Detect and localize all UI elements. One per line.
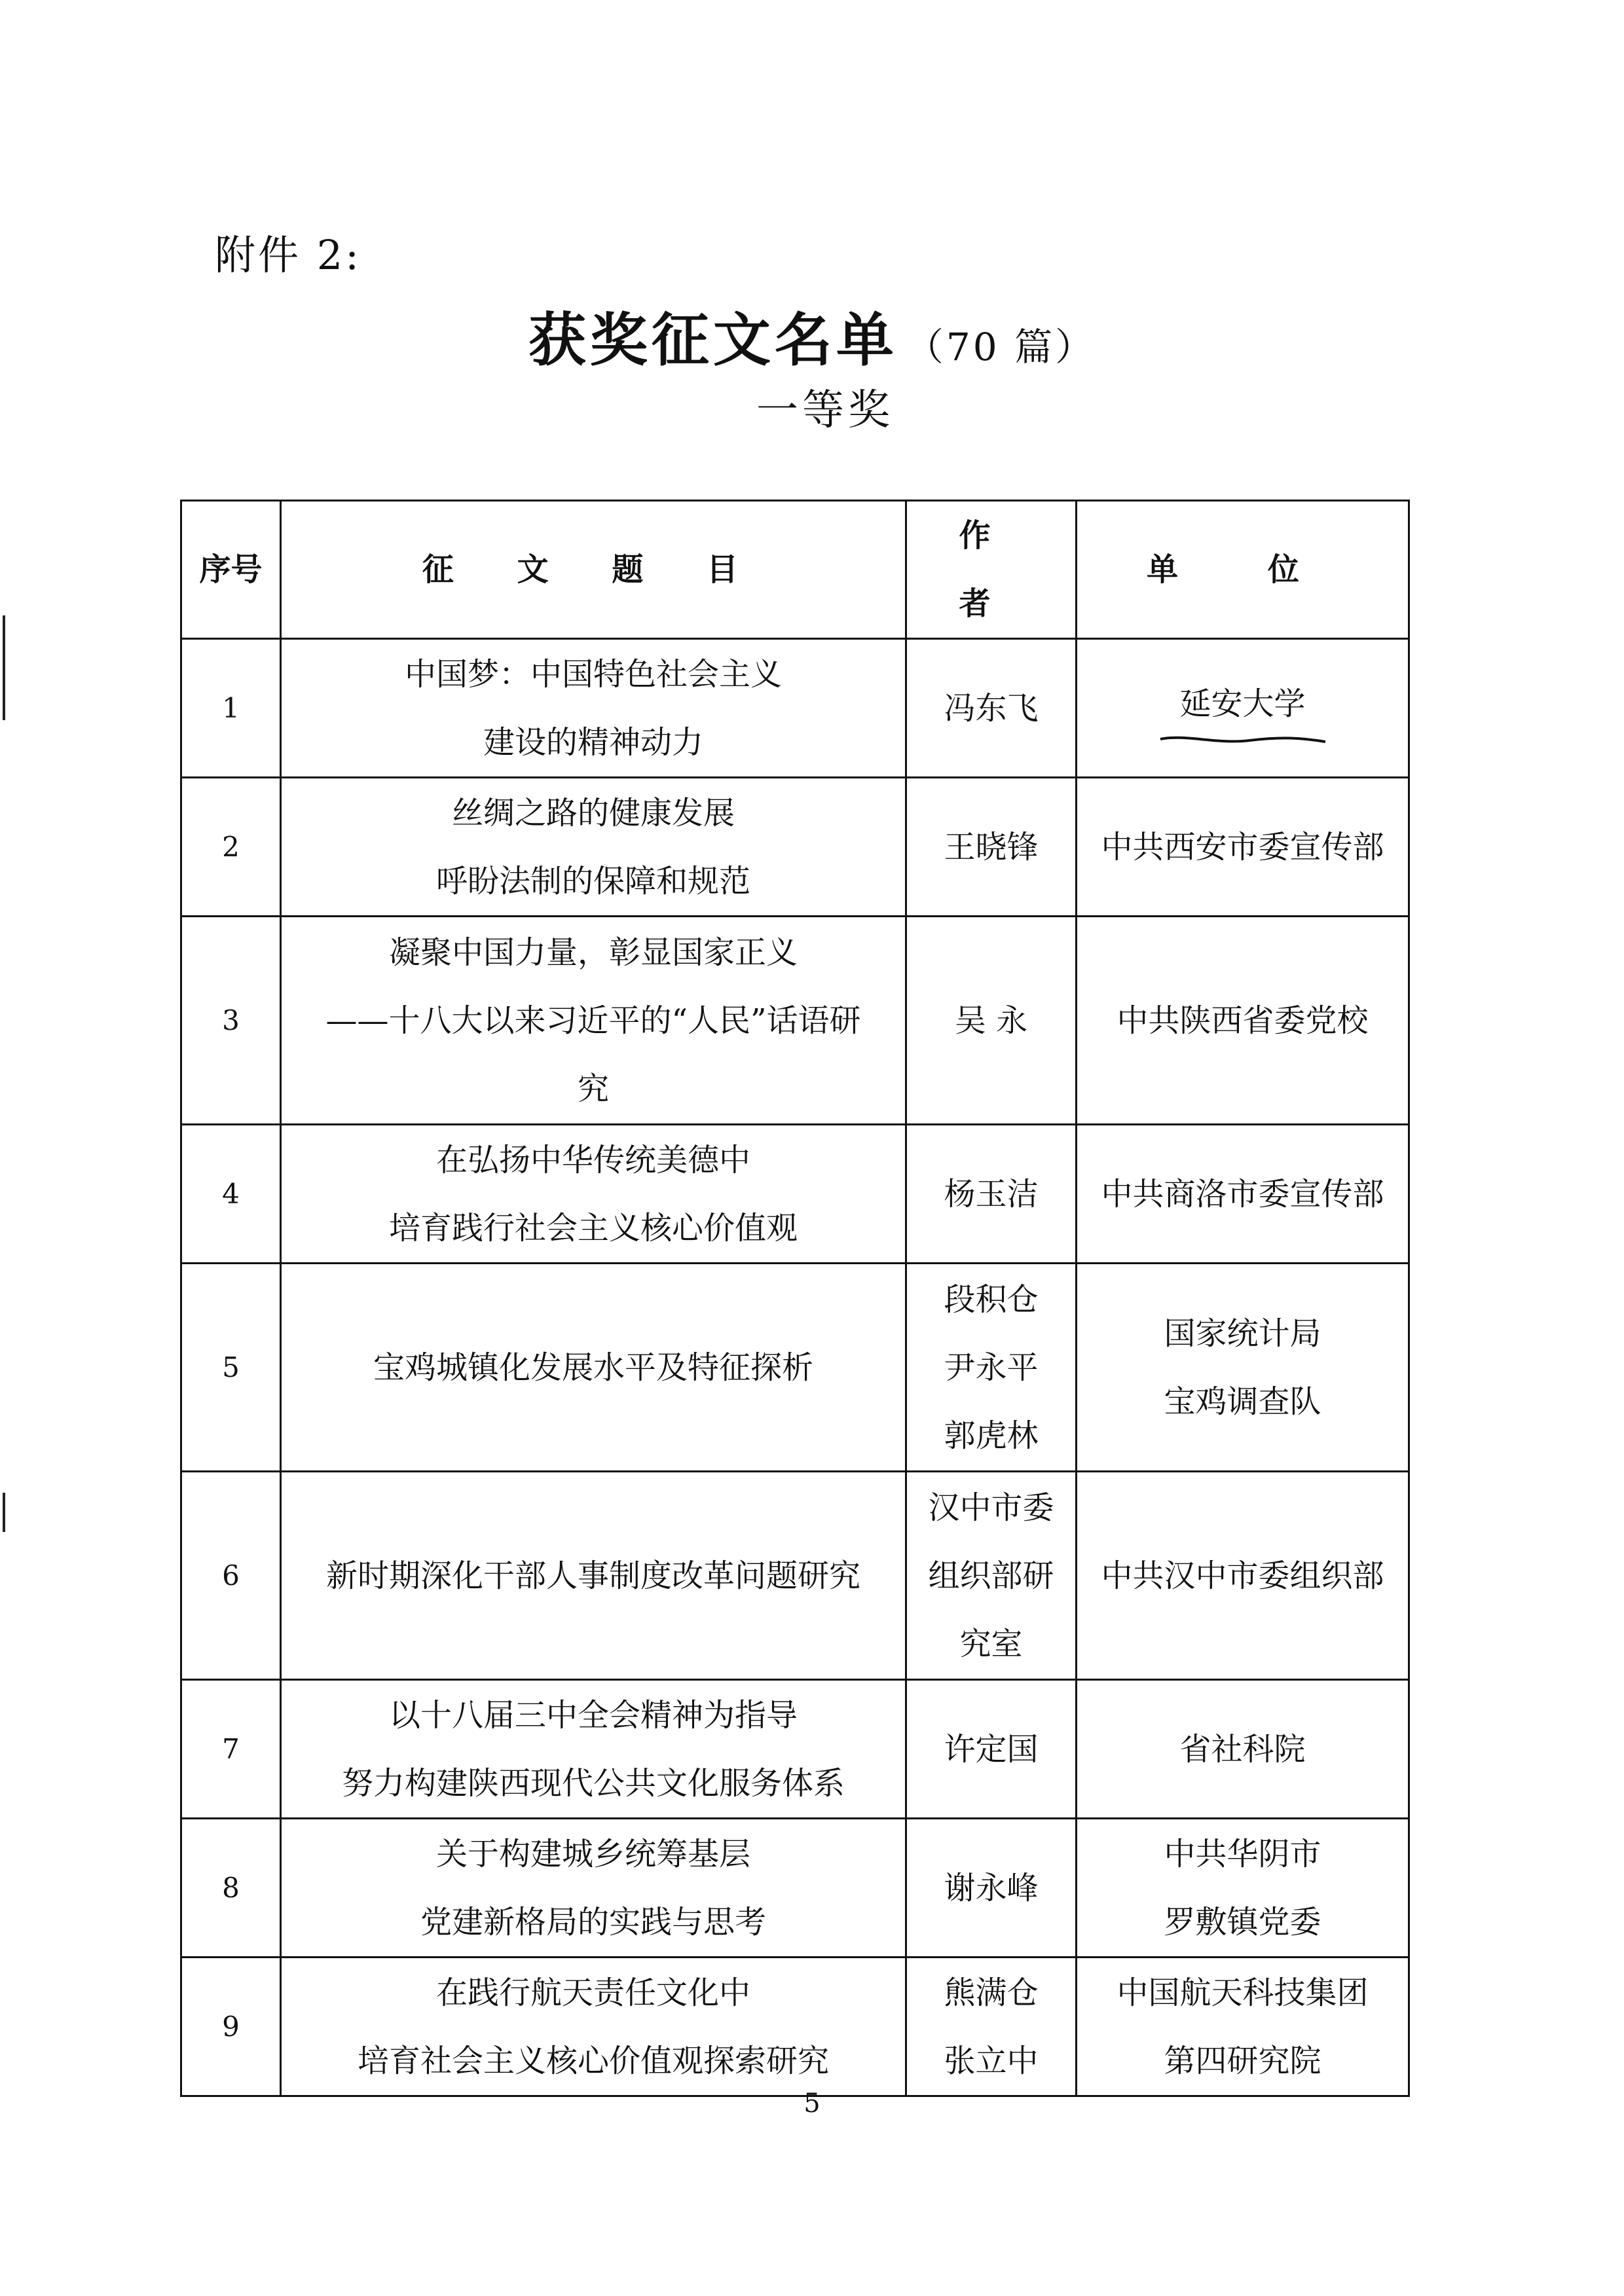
row-number: 3 [181, 917, 281, 1125]
author: 吴 永 [906, 917, 1077, 1125]
essay-title: 宝鸡城镇化发展水平及特征探析 [281, 1264, 906, 1472]
row-number: 7 [181, 1680, 281, 1819]
unit: 中共陕西省委党校 [1077, 917, 1409, 1125]
unit: 中共华阴市 罗敷镇党委 [1077, 1819, 1409, 1958]
author: 谢永峰 [906, 1819, 1077, 1958]
table-row [181, 1125, 1409, 1264]
title-row [0, 295, 1624, 377]
row-number: 9 [181, 1958, 281, 2096]
author: 冯东飞 [906, 639, 1077, 778]
header-author: 作 者 [906, 501, 1077, 639]
title-count: （70 篇） [905, 325, 1096, 369]
row-number: 6 [181, 1472, 281, 1680]
row-number: 5 [181, 1264, 281, 1472]
row-number: 2 [181, 778, 281, 917]
unit: 延安大学 [1077, 639, 1409, 778]
author: 熊满仓 张立中 [906, 1958, 1077, 2096]
essay-title: 以十八届三中全会精神为指导 努力构建陕西现代公共文化服务体系 [281, 1680, 906, 1819]
page-title: 获奖征文名单 [528, 306, 898, 374]
essay-title: 丝绸之路的健康发展 呼盼法制的保障和规范 [281, 778, 906, 917]
table-header-row [181, 501, 1409, 639]
header-no: 序号 [181, 501, 281, 639]
scan-edge-mark [3, 615, 5, 720]
table-row [181, 1264, 1409, 1472]
header-unit: 单 位 [1077, 501, 1409, 639]
essay-title: 关于构建城乡统筹基层 党建新格局的实践与思考 [281, 1819, 906, 1958]
essay-title: 凝聚中国力量，彰显国家正义 ——十八大以来习近平的“人民”话语研 究 [281, 917, 906, 1125]
unit: 中国航天科技集团 第四研究院 [1077, 1958, 1409, 2096]
row-number: 1 [181, 639, 281, 778]
essay-title: 在践行航天责任文化中 培育社会主义核心价值观探索研究 [281, 1958, 906, 2096]
awards-table [180, 500, 1410, 2097]
award-level-heading: 一等奖 [756, 386, 894, 435]
essay-title: 中国梦：中国特色社会主义 建设的精神动力 [281, 639, 906, 778]
header-title: 征 文 题 目 [281, 501, 906, 639]
unit: 中共汉中市委组织部 [1077, 1472, 1409, 1680]
essay-title: 在弘扬中华传统美德中 培育践行社会主义核心价值观 [281, 1125, 906, 1264]
table-row [181, 1958, 1409, 2096]
table-row [181, 639, 1409, 778]
table-row [181, 1472, 1409, 1680]
author: 许定国 [906, 1680, 1077, 1819]
essay-title: 新时期深化干部人事制度改革问题研究 [281, 1472, 906, 1680]
scan-edge-mark [3, 1493, 5, 1532]
table-row [181, 917, 1409, 1125]
unit: 中共西安市委宣传部 [1077, 778, 1409, 917]
page-number: 5 [803, 2088, 821, 2119]
unit: 省社科院 [1077, 1680, 1409, 1819]
author: 段积仓 尹永平 郭虎林 [906, 1264, 1077, 1472]
attachment-label: 附件 2: [215, 231, 362, 279]
author: 杨玉洁 [906, 1125, 1077, 1264]
author: 汉中市委 组织部研 究室 [906, 1472, 1077, 1680]
author: 王晓锋 [906, 778, 1077, 917]
table-row [181, 778, 1409, 917]
row-number: 4 [181, 1125, 281, 1264]
unit: 中共商洛市委宣传部 [1077, 1125, 1409, 1264]
table-row [181, 1680, 1409, 1819]
table-row [181, 1819, 1409, 1958]
unit: 国家统计局 宝鸡调查队 [1077, 1264, 1409, 1472]
row-number: 8 [181, 1819, 281, 1958]
